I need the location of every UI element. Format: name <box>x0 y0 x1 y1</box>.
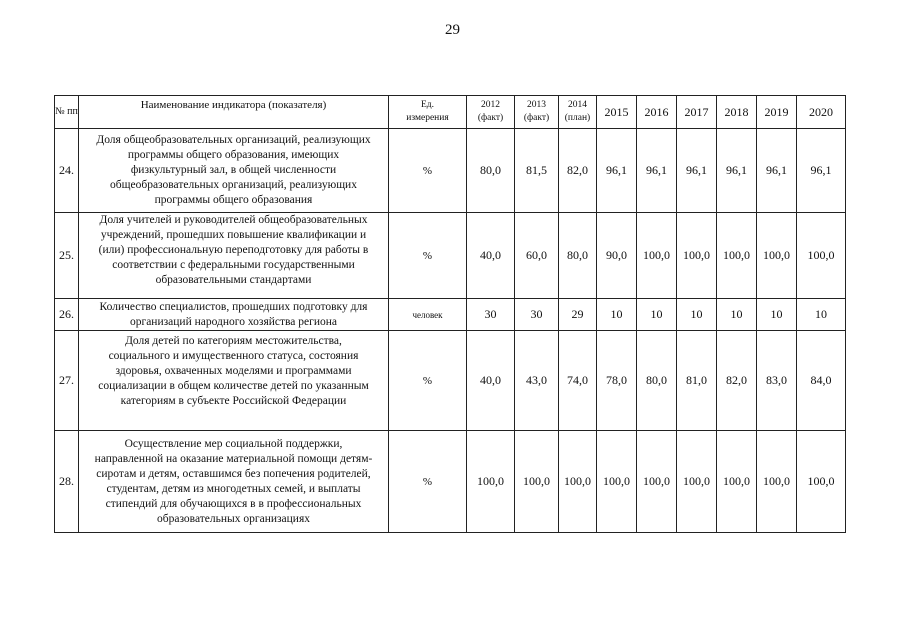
value-2020: 84,0 <box>797 331 846 431</box>
header-2016: 2016 <box>637 96 677 129</box>
table-row <box>55 331 846 431</box>
indicator-name-line: организаций народного хозяйства региона <box>129 315 338 328</box>
header-row <box>55 96 846 129</box>
header-2019: 2019 <box>757 96 797 129</box>
indicator-name <box>79 129 389 213</box>
unit-cell: % <box>389 331 467 431</box>
indicator-name <box>79 213 389 299</box>
value-2012: 40,0 <box>467 331 515 431</box>
value-2013: 100,0 <box>515 431 559 533</box>
value-2013: 60,0 <box>515 213 559 299</box>
header-unit <box>389 96 467 129</box>
value-2018: 96,1 <box>717 129 757 213</box>
value-2017: 96,1 <box>677 129 717 213</box>
table-row <box>55 129 846 213</box>
value-2017: 100,0 <box>677 213 717 299</box>
indicator-name-line: Количество специалистов, прошедших подготовку для <box>99 300 368 313</box>
value-2019: 100,0 <box>757 431 797 533</box>
unit-cell: % <box>389 431 467 533</box>
indicator-name <box>79 331 389 431</box>
row-number: 28. <box>55 431 79 533</box>
value-2019: 10 <box>757 299 797 331</box>
header-name <box>79 96 389 129</box>
value-2020: 100,0 <box>797 213 846 299</box>
indicator-name-line: программы общего образования, имеющих <box>127 149 340 161</box>
indicator-name-line: соответствии с федеральными государственными <box>112 259 355 271</box>
indicator-name-line: стипендий для обучающихся в в профессиональных <box>105 497 362 510</box>
value-2017: 81,0 <box>677 331 717 431</box>
header-2013-year: 2013 <box>527 100 546 110</box>
value-2014: 80,0 <box>559 213 597 299</box>
value-2012: 100,0 <box>467 431 515 533</box>
value-2019: 83,0 <box>757 331 797 431</box>
value-2013: 43,0 <box>515 331 559 431</box>
indicator-name <box>79 299 389 331</box>
header-unit-line1: Ед. <box>420 100 434 110</box>
indicator-name-line: образовательных организациях <box>156 512 310 525</box>
indicator-name-line: Доля детей по категориям местожительства, <box>125 335 342 347</box>
row-number: 26. <box>55 299 79 331</box>
value-2015: 10 <box>597 299 637 331</box>
value-2014: 29 <box>559 299 597 331</box>
value-2014: 74,0 <box>559 331 597 431</box>
unit-cell: человек <box>389 299 467 331</box>
value-2019: 100,0 <box>757 213 797 299</box>
unit-cell: % <box>389 213 467 299</box>
header-2014-year: 2014 <box>568 100 587 110</box>
header-2014-note: (план) <box>564 113 591 123</box>
value-2012: 40,0 <box>467 213 515 299</box>
value-2018: 10 <box>717 299 757 331</box>
header-2013 <box>515 96 559 129</box>
value-2016: 10 <box>637 299 677 331</box>
indicator-name-line: сиротам и детям, оставшимся без попечения родителей, <box>96 467 371 480</box>
header-name-label: Наименование индикатора (показателя) <box>140 99 327 111</box>
indicator-name-line: учреждений, прошедших повышение квалификации и <box>100 229 367 241</box>
header-2020: 2020 <box>797 96 846 129</box>
value-2018: 100,0 <box>717 213 757 299</box>
value-2016: 80,0 <box>637 331 677 431</box>
value-2014: 100,0 <box>559 431 597 533</box>
header-2013-note: (факт) <box>523 113 550 123</box>
indicators-table <box>54 95 846 533</box>
indicator-name-line: Доля учителей и руководителей общеобразовательных <box>99 214 368 226</box>
indicator-name-line: социализации в общем количестве детей по указанным <box>98 380 369 392</box>
value-2015: 96,1 <box>597 129 637 213</box>
value-2018: 100,0 <box>717 431 757 533</box>
indicator-name <box>79 431 389 533</box>
value-2017: 100,0 <box>677 431 717 533</box>
value-2013: 81,5 <box>515 129 559 213</box>
value-2016: 96,1 <box>637 129 677 213</box>
value-2013: 30 <box>515 299 559 331</box>
indicator-name-line: студентам, детям из многодетных семей, и выплаты <box>106 482 361 495</box>
indicator-name-line: (или) профессиональную переподготовку для работы в <box>98 244 369 256</box>
header-2014 <box>559 96 597 129</box>
header-2012-year: 2012 <box>481 100 500 110</box>
table-row <box>55 213 846 299</box>
value-2012: 80,0 <box>467 129 515 213</box>
row-number: 24. <box>55 129 79 213</box>
value-2017: 10 <box>677 299 717 331</box>
table-row <box>55 431 846 533</box>
indicator-name-line: здоровья, охваченных моделями и программами <box>115 365 352 377</box>
indicator-name-line: категориям в субъекте Российской Федерации <box>120 395 347 407</box>
header-2018: 2018 <box>717 96 757 129</box>
indicator-name-line: Осуществление мер социальной поддержки, <box>124 437 343 450</box>
indicator-name-line: программы общего образования <box>154 194 313 206</box>
indicator-name-line: направленной на оказание материальной помощи детям- <box>94 452 373 465</box>
value-2012: 30 <box>467 299 515 331</box>
value-2020: 96,1 <box>797 129 846 213</box>
value-2016: 100,0 <box>637 213 677 299</box>
value-2015: 100,0 <box>597 431 637 533</box>
table-row <box>55 299 846 331</box>
indicator-name-line: социального и имущественного статуса, состояния <box>108 350 359 362</box>
row-number: 25. <box>55 213 79 299</box>
header-2012-note: (факт) <box>477 113 504 123</box>
row-number: 27. <box>55 331 79 431</box>
value-2018: 82,0 <box>717 331 757 431</box>
value-2019: 96,1 <box>757 129 797 213</box>
indicator-name-line: физкультурный зал, в общей численности <box>130 164 337 176</box>
header-2012 <box>467 96 515 129</box>
header-2015: 2015 <box>597 96 637 129</box>
indicator-name-line: образовательными стандартами <box>155 274 312 286</box>
indicator-name-line: общеобразовательных организаций, реализующих <box>110 179 357 191</box>
value-2020: 100,0 <box>797 431 846 533</box>
value-2015: 90,0 <box>597 213 637 299</box>
header-num: № пп <box>55 96 79 129</box>
value-2020: 10 <box>797 299 846 331</box>
page-number: 29 <box>445 22 460 38</box>
value-2014: 82,0 <box>559 129 597 213</box>
header-unit-line2: измерения <box>406 113 449 123</box>
header-2017: 2017 <box>677 96 717 129</box>
unit-cell: % <box>389 129 467 213</box>
value-2016: 100,0 <box>637 431 677 533</box>
indicator-name-line: Доля общеобразовательных организаций, реализующих <box>96 134 371 146</box>
value-2015: 78,0 <box>597 331 637 431</box>
